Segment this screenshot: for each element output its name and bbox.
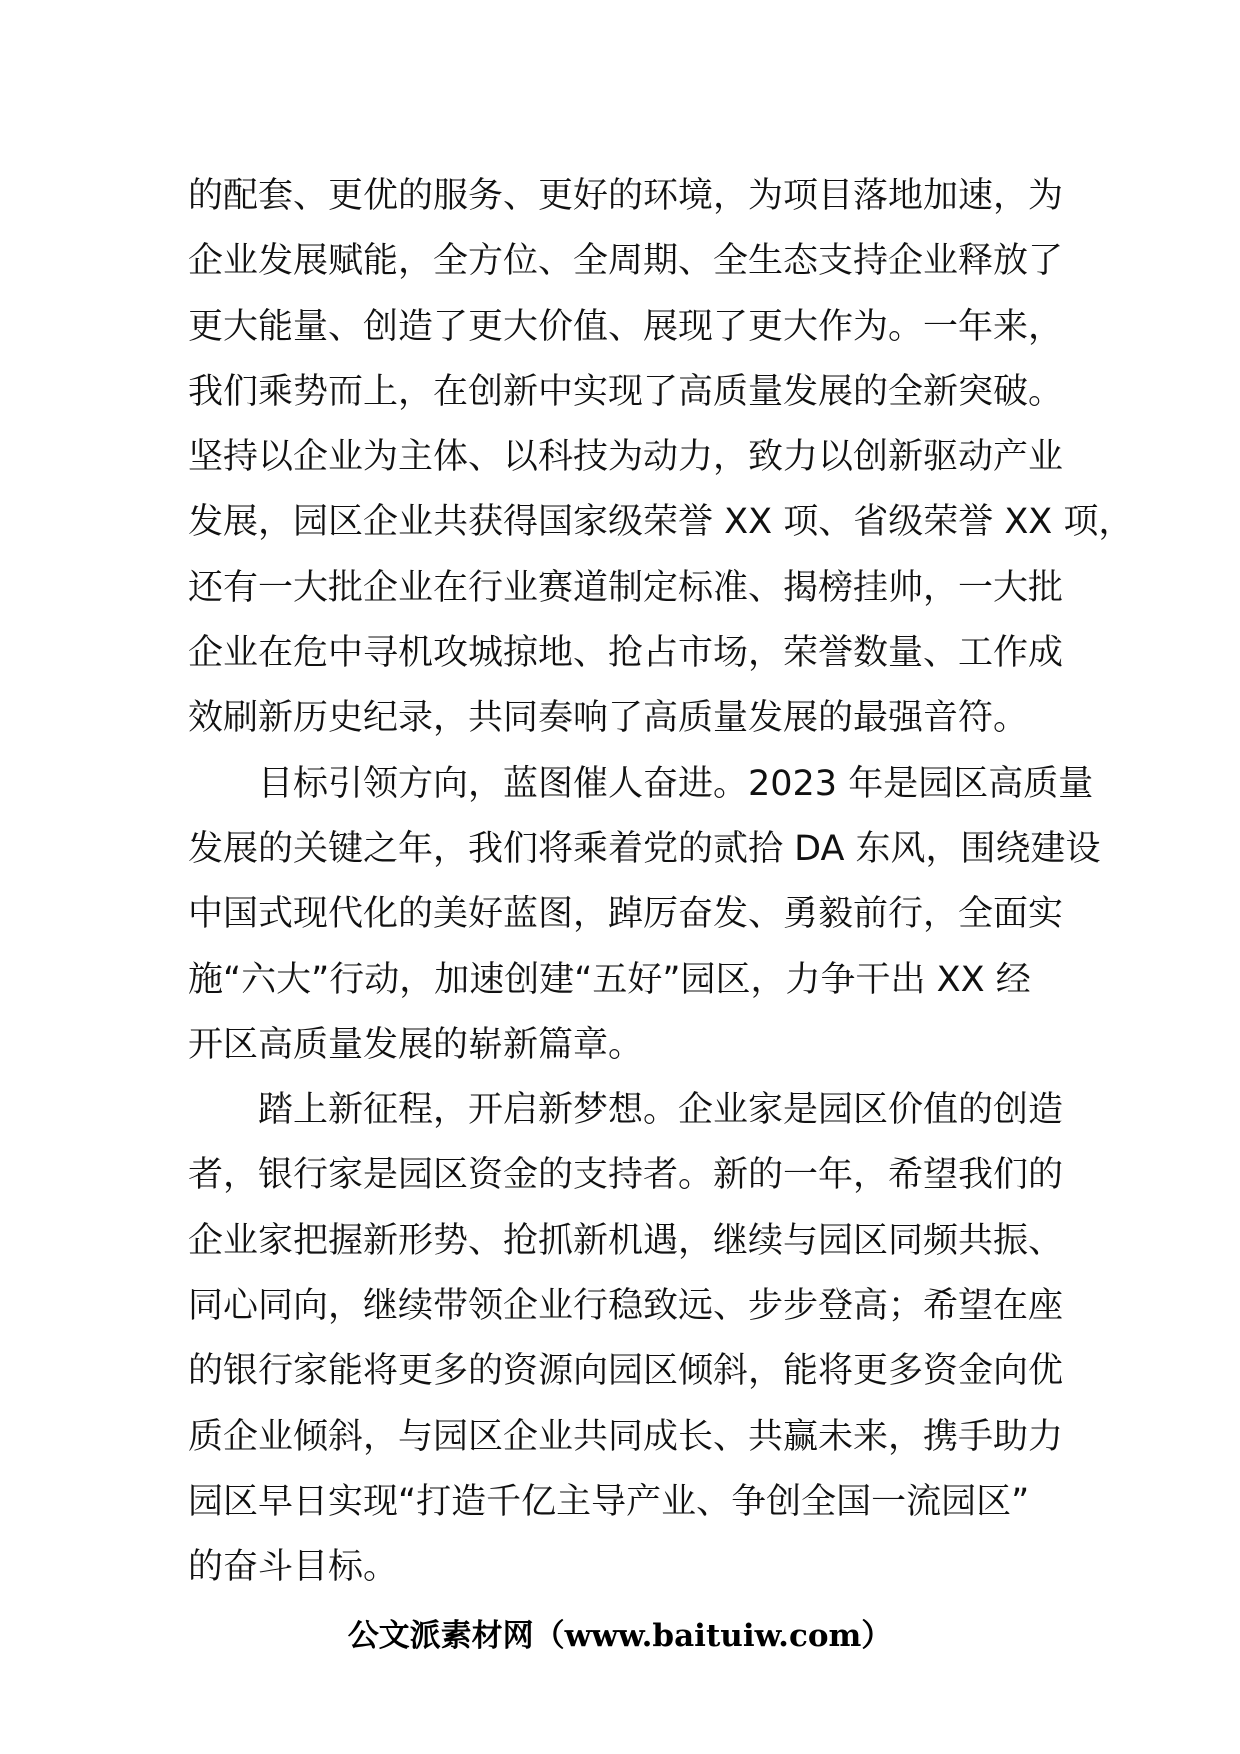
text-line: 坚持以企业为主体、以科技为动力，致力以创新驱动产业 [188,437,1064,478]
text-line: 企业在危中寻机攻城掠地、抢占市场，荣誉数量、工作成 [188,633,1064,674]
text-line: 开区高质量发展的崭新篇章。 [188,1024,644,1065]
document-body [188,164,1134,1601]
text-line: 还有一大批企业在行业赛道制定标准、揭榜挂帅，一大批 [188,567,1064,608]
text-line: 目标引领方向，蓝图催人奋进。2023 年是园区高质量 [258,763,1094,804]
text-line: 中国式现代化的美好蓝图，踔厉奋发、勇毅前行，全面实 [188,894,1064,935]
text-line: 我们乘势而上，在创新中实现了高质量发展的全新突破。 [188,371,1064,412]
text-line: 同心同向，继续带领企业行稳致远、步步登高；希望在座 [188,1286,1064,1327]
text-line: 园区早日实现“打造千亿主导产业、争创全国一流园区” [188,1481,1030,1522]
footer-watermark: 公文派素材网（www.baituiw.com） [347,1618,893,1654]
text-line: 企业家把握新形势、抢抓新机遇，继续与园区同频共振、 [188,1220,1064,1261]
text-line: 的银行家能将更多的资源向园区倾斜，能将更多资金向优 [188,1351,1064,1392]
text-line: 施“六大”行动，加速创建“五好”园区，力争干出 XX 经 [188,959,1031,1000]
text-line: 的配套、更优的服务、更好的环境，为项目落地加速，为 [188,176,1064,216]
text-line: 企业发展赋能，全方位、全周期、全生态支持企业释放了 [188,241,1064,282]
text-line: 者，银行家是园区资金的支持者。新的一年，希望我们的 [188,1155,1064,1196]
text-line: 踏上新征程，开启新梦想。企业家是园区价值的创造 [258,1090,1064,1131]
text-line: 效刷新历史纪录，共同奏响了高质量发展的最强音符。 [188,698,1029,739]
text-line: 的奋斗目标。 [188,1547,399,1588]
text-line: 发展，园区企业共获得国家级荣誉 XX 项、省级荣誉 XX 项， [188,502,1134,543]
text-line: 发展的关键之年，我们将乘着党的贰拾 DA 东风，围绕建设 [188,828,1101,869]
text-line: 更大能量、创造了更大价值、展现了更大作为。一年来， [188,306,1064,347]
text-line: 质企业倾斜，与园区企业共同成长、共赢未来，携手助力 [188,1416,1064,1457]
